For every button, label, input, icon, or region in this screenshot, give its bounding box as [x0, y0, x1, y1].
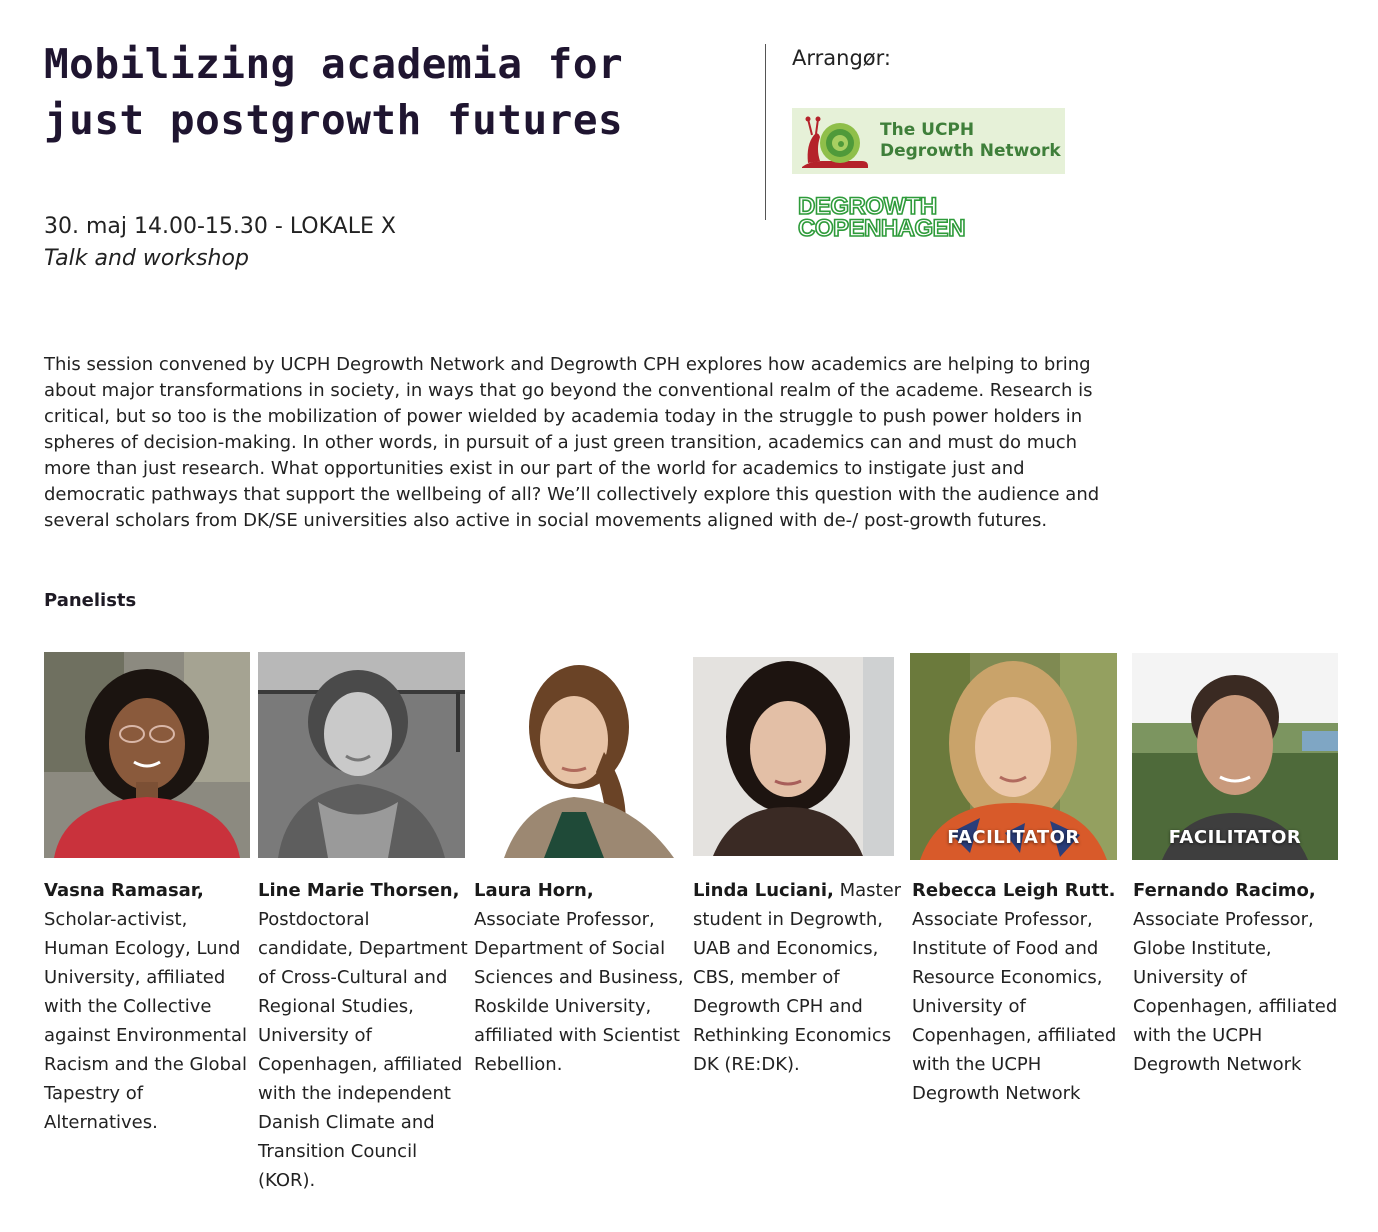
- panelist-description: Scholar-activist, Human Ecology, Lund University, affiliated with the Collective against Environmental Racism and the Global Tapestry of Alternatives.: [44, 909, 248, 1133]
- panelist-description: Master student in Degrowth, UAB and Economics, CBS, member of Degrowth CPH and Rethinking Economics DK (RE:DK).: [693, 880, 902, 1075]
- event-format: Talk and workshop: [44, 246, 249, 271]
- facilitator-badge: FACILITATOR: [947, 827, 1080, 848]
- panelist-description: Associate Professor, Department of Social Sciences and Business, Roskilde University, affiliated with Scientist Rebellion.: [474, 909, 684, 1075]
- panelist-name: Rebecca Leigh Rutt.: [912, 880, 1116, 901]
- panelist-photo: [474, 652, 678, 858]
- panelist-photo: [44, 652, 250, 858]
- panelist-name: Line Marie Thorsen,: [258, 880, 460, 901]
- panelist-photo: [693, 657, 894, 856]
- panelists-heading: Panelists: [44, 590, 137, 611]
- title-line-1: Mobilizing academia for: [44, 40, 624, 88]
- panelist-bio: [258, 876, 468, 1195]
- panelist-bio: [44, 876, 254, 1137]
- panelist-name: Laura Horn,: [474, 880, 594, 901]
- facilitator-badge: FACILITATOR: [1168, 827, 1302, 848]
- event-title: [44, 36, 744, 148]
- panelist-name: Fernando Racimo,: [1133, 880, 1316, 901]
- panelist-bio: [693, 876, 903, 1079]
- title-line-2: just postgrowth futures: [44, 96, 624, 144]
- panelist-name: Linda Luciani,: [693, 880, 834, 901]
- panelist-description: Associate Professor, Globe Institute, University of Copenhagen, affiliated with the UCPH Degrowth Network: [1133, 909, 1338, 1075]
- session-description: This session convened by UCPH Degrowth Network and Degrowth CPH explores how academics are helping to bring about major transformations in society, in ways that go beyond the conventional realm of the academe. Research is critical, but so too is the mobilization of power wielded by academia today in the struggle to push power holders in spheres of decision-making. In other words, in pursuit of a just green transition, academics can and must do much more than just research. What opportunities exist in our part of the world for academics to instigate just and democratic pathways that support the wellbeing of all? We’ll collectively explore this question with the audience and several scholars from DK/SE universities also active in social movements aligned with de-/ post-growth futures.: [44, 354, 1100, 531]
- ucph-degrowth-network-logo: [792, 108, 1065, 174]
- header-divider: [765, 44, 766, 220]
- panelist-name: Vasna Ramasar,: [44, 880, 204, 901]
- panelist-description: Postdoctoral candidate, Department of Cross-Cultural and Regional Studies, University of Copenhagen, affiliated with the independent Danish Climate and Transition Council (KOR).: [258, 909, 468, 1191]
- panelist-photo: [910, 653, 1117, 860]
- snail-icon: [800, 113, 870, 169]
- panelist-bio: [1133, 876, 1338, 1079]
- panelist-bio: [912, 876, 1122, 1108]
- event-date-location: 30. maj 14.00-15.30 - LOKALE X: [44, 214, 396, 239]
- panelist-description: Associate Professor, Institute of Food and Resource Economics, University of Copenhagen, affiliated with the UCPH Degrowth Network: [912, 909, 1117, 1104]
- panelist-photo: [1132, 653, 1338, 860]
- panelist-photo: [258, 652, 465, 858]
- panelist-bio: [474, 876, 684, 1079]
- ucph-logo-text: The UCPH Degrowth Network: [880, 120, 1061, 161]
- degrowth-copenhagen-logo: DEGROWTH COPENHAGEN: [798, 193, 966, 242]
- organizer-label: Arrangør:: [792, 46, 891, 70]
